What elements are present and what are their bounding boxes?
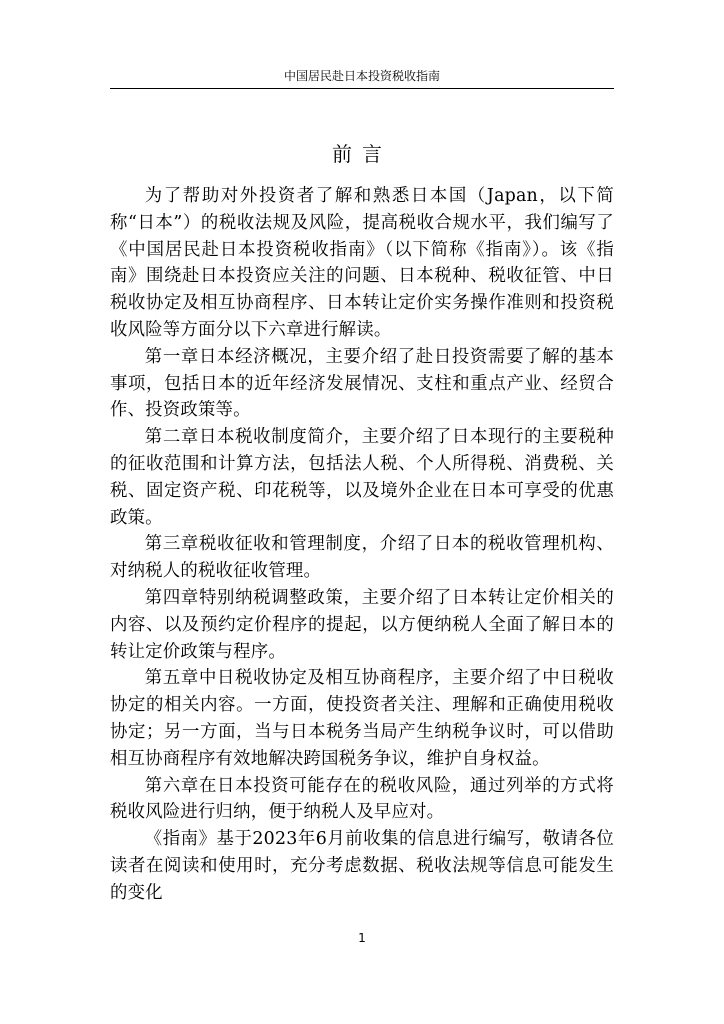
paragraph: 第六章在日本投资可能存在的税收风险，通过列举的方式将税收风险进行归纳，便于纳税人及早应对。	[110, 775, 614, 823]
paragraph: 《指南》基于2023年6月前收集的信息进行编写，敬请各位读者在阅读和使用时，充分考虑数据、税收法规等信息可能发生的变化	[110, 829, 614, 903]
paragraph: 第二章日本税收制度简介，主要介绍了日本现行的主要税种的征收范围和计算方法，包括法人税、个人所得税、消费税、关税、固定资产税、印花税等，以及境外企业在日本可享受的优惠政策。	[110, 427, 614, 528]
page-number: 1	[358, 931, 366, 945]
paragraph: 第一章日本经济概况，主要介绍了赴日投资需要了解的基本事项，包括日本的近年经济发展情况、支柱和重点产业、经贸合作、投资政策等。	[110, 346, 614, 421]
paragraph: 第三章税收征收和管理制度，介绍了日本的税收管理机构、对纳税人的税收征收管理。	[110, 534, 614, 582]
paragraph: 第五章中日税收协定及相互协商程序，主要介绍了中日税收协定的相关内容。一方面，使投资者关注、理解和正确使用税收协定；另一方面，当与日本税务当局产生纳税争议时，可以借助相互协商程序有效地解决跨国税务争议，维护自身权益。	[110, 668, 614, 769]
paragraph: 第四章特别纳税调整政策，主要介绍了日本转让定价相关的内容、以及预约定价程序的提起，以方便纳税人全面了解日本的转让定价政策与程序。	[110, 587, 614, 662]
paragraph: 为了帮助对外投资者了解和熟悉日本国（Japan，以下简称“日本”）的税收法规及风险，提高税收合规水平，我们编写了《中国居民赴日本投资税收指南》（以下简称《指南》）。该《指南》围绕赴日本投资应关注的问题、日本税种、税收征管、中日税收协定及相互协商程序、日本转让定价实务操作准则和投资税收风险等方面分以下六章进行解读。	[110, 186, 614, 340]
body-text	[110, 183, 614, 907]
running-header: 中国居民赴日本投资税收指南	[283, 69, 440, 83]
header-rule	[110, 88, 614, 89]
page-title: 前言	[332, 142, 392, 166]
